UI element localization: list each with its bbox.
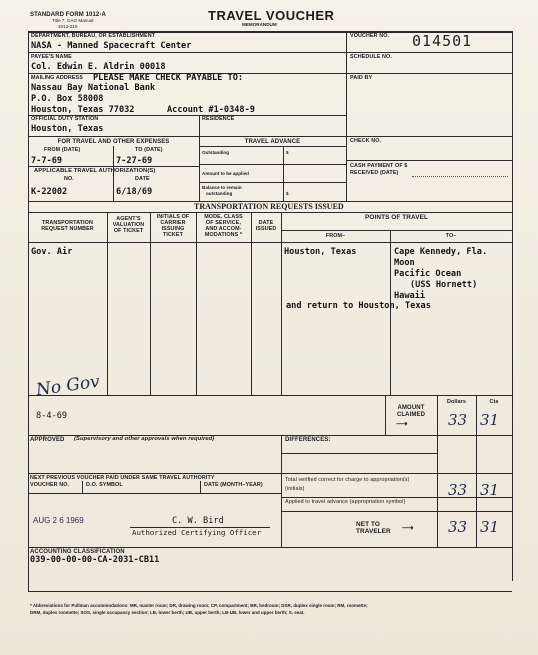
approved-label: APPROVED (30, 437, 65, 443)
transport-from: Houston, Texas (284, 247, 357, 257)
certify-title: Authorized Certifying Officer (132, 528, 262, 537)
cash-label-2: RECEIVED (DATE) (350, 170, 399, 176)
verified-label-2: (initials) (285, 486, 305, 492)
rule (28, 212, 512, 213)
duty-station-value: Houston, Texas (31, 124, 104, 134)
rule (251, 212, 252, 395)
rule (281, 511, 512, 512)
col-date-1: DATE (258, 220, 274, 226)
col-carrier-3: ISSUING (161, 226, 185, 232)
mailing-line-2: Nassau Bay National Bank (31, 83, 156, 93)
period-from-label: FROM (DATE) (44, 147, 81, 153)
transport-return: and return to Houston, Texas (286, 301, 431, 311)
rule (28, 52, 512, 53)
rule (281, 453, 437, 454)
authorization-date: 6/18/69 (116, 187, 153, 197)
paid-by-label: PAID BY (350, 75, 373, 81)
form-number: STANDARD FORM 1012-A (30, 12, 106, 18)
rule (82, 481, 83, 493)
rule (28, 493, 281, 494)
transport-title: TRANSPORTATION REQUESTS ISSUED (194, 202, 344, 211)
duty-station-label: OFFICIAL DUTY STATION (31, 116, 99, 122)
footnote-line-2: DRM, duplex roomette; SOS, single occupancy section; LB, lower berth; UB, upper berth; LB-UB, lower and upper berth; S, seat. (30, 610, 305, 615)
verified-dollars: 33 (448, 481, 468, 499)
net-label-1: NET TO (356, 521, 380, 528)
col-carrier-1: INITIALS OF (156, 214, 190, 220)
verified-cents: 31 (480, 481, 500, 499)
mailing-label: MAILING ADDRESS (31, 75, 83, 81)
col-mode-2: OF SERVICE, (205, 220, 242, 226)
verified-label-1: Total verified correct for charge to appropriation(s) (285, 477, 410, 483)
previous-symbol-label: D.O. SYMBOL (86, 482, 123, 488)
period-to: 7-27-69 (116, 156, 153, 166)
rule (281, 212, 282, 395)
authorization-no: K-22002 (31, 187, 68, 197)
form-subtitle: MEMORANDUM (242, 22, 277, 27)
cents-label: Cts (489, 399, 499, 405)
rule (476, 395, 477, 547)
net-cents: 31 (480, 518, 500, 536)
col-agent-2: VALUATION (112, 222, 145, 228)
rule (281, 435, 282, 473)
approved-note: (Supervisory and other approvals when required) (74, 436, 215, 442)
mailing-line-4: Houston, Texas 77032 (31, 105, 135, 115)
authorization-date-label: DATE (135, 176, 150, 182)
rule (150, 212, 151, 395)
differences-label: DIFFERENCES: (285, 437, 331, 443)
rule (412, 176, 508, 177)
rule (281, 473, 282, 547)
col-carrier-2: CARRIER (160, 220, 186, 226)
net-label-2: TRAVELER (356, 528, 391, 535)
net-dollars: 33 (448, 518, 468, 536)
advance-label: TRAVEL ADVANCE (244, 139, 301, 145)
payee-value: Col. Edwin E. Aldrin 00018 (31, 62, 166, 72)
form-title: TRAVEL VOUCHER (208, 8, 335, 23)
rule (437, 395, 438, 547)
amount-arrow-icon: ⟶ (396, 419, 408, 428)
rule (199, 182, 346, 183)
col-date-2: ISSUED (255, 226, 277, 232)
amount-label-1: AMOUNT (397, 405, 425, 411)
previous-label: NEXT PREVIOUS VOUCHER PAID UNDER SAME TRAVEL AUTHORITY (30, 475, 215, 481)
transport-to-3: Pacific Ocean (394, 269, 462, 279)
amount-cents: 31 (480, 411, 500, 429)
col-carrier-4: TICKET (162, 232, 184, 238)
col-agent-3: OF TICKET (113, 228, 144, 234)
rule (200, 481, 201, 493)
col-agent-1: AGENT'S (116, 216, 141, 222)
rule (107, 212, 108, 395)
date-stamp: 8-4-69 (36, 411, 68, 421)
payee-label: PAYEE'S NAME (31, 54, 72, 60)
rule-mid (346, 31, 347, 201)
net-arrow-icon: ⟶ (402, 523, 414, 532)
rule (28, 136, 512, 137)
rule (28, 547, 512, 548)
advance-balance-1: Balance to remain (202, 185, 242, 190)
accounting-value: 039-00-00-00-CA-2031-CB11 (30, 555, 160, 565)
advance-balance-2: outstanding (206, 191, 233, 196)
rule (283, 146, 284, 201)
advance-dollar-2: $ (286, 191, 289, 196)
points-from-label: FROM– (325, 233, 346, 239)
rule (28, 591, 512, 592)
col-mode-4: MODATIONS * (204, 232, 243, 238)
amount-dollars: 33 (448, 411, 468, 429)
rule (199, 146, 346, 147)
col-request-2: REQUEST NUMBER (41, 226, 94, 232)
rule (28, 242, 512, 243)
verified-applied-label: Applied to travel advance (appropriation symbol) (285, 499, 406, 505)
authorization-label: APPLICABLE TRAVEL AUTHORIZATION(S) (34, 168, 156, 174)
advance-applied: Amount to be applied (202, 171, 249, 176)
col-mode-1: MODE, CLASS (204, 214, 243, 220)
mailing-line-1: PLEASE MAKE CHECK PAYABLE TO: (93, 73, 244, 83)
form-sub-2: 1012-210 (58, 24, 78, 29)
voucher-number: 014501 (412, 32, 473, 50)
mailing-account: Account #1-0348-9 (167, 105, 255, 115)
rule (28, 166, 199, 167)
rule (281, 497, 512, 498)
check-label: CHECK NO. (350, 138, 382, 144)
transport-to-1: Cape Kennedy, Fla. (394, 247, 488, 257)
previous-voucher-label: VOUCHER NO. (30, 482, 70, 488)
advance-outstanding: Outstanding (202, 150, 230, 155)
mailing-line-3: P.O. Box 58008 (31, 94, 104, 104)
transport-to-5: Hawaii (394, 291, 426, 301)
rule-right (512, 31, 513, 581)
points-to-label: TO– (445, 233, 457, 239)
amount-label-2: CLAIMED (396, 412, 426, 418)
advance-dollar-1: $ (286, 150, 289, 155)
department-label: DEPARTMENT, BUREAU, OR ESTABLISHMENT (31, 33, 156, 39)
points-title: POINTS OF TRAVEL (365, 214, 428, 221)
period-label: FOR TRAVEL AND OTHER EXPENSES (57, 139, 170, 145)
transport-to-4: (USS Hornett) (410, 280, 478, 290)
rule (28, 473, 512, 474)
rule (390, 230, 391, 395)
cash-label-1: CASH PAYMENT OF $ (350, 163, 408, 169)
period-from: 7-7-69 (31, 156, 63, 166)
voucher-label: VOUCHER NO. (350, 33, 390, 39)
handwritten-initials: No Gov (34, 371, 101, 401)
rule (281, 230, 512, 231)
authorization-no-label: NO. (64, 176, 74, 182)
rule (28, 395, 512, 396)
transport-request: Gov. Air (31, 247, 73, 257)
certify-date-stamp: AUG 2 6 1969 (33, 516, 84, 525)
rule (199, 164, 346, 165)
transport-to-2: Moon (394, 258, 415, 268)
form-sub-1: Title 7, GAO Manual (52, 18, 94, 23)
residence-label: RESIDENCE (202, 116, 235, 122)
col-request-1: TRANSPORTATION (42, 220, 93, 226)
rule (346, 160, 512, 161)
department-value: NASA - Manned Spacecraft Center (31, 41, 192, 51)
rule (199, 115, 200, 136)
rule (196, 212, 197, 395)
previous-date-label: DATE (MONTH–YEAR) (204, 482, 263, 488)
schedule-label: SCHEDULE NO. (350, 54, 392, 60)
certify-name: C. W. Bird (172, 516, 224, 526)
col-mode-3: AND ACCOM- (205, 226, 242, 232)
period-to-label: TO (DATE) (135, 147, 163, 153)
accounting-label: ACCOUNTING CLASSIFICATION (30, 549, 125, 555)
footnote-line-1: * Abbreviations for Pullman accommodations: MR, master room; DR, drawing room; CP, compartment; BR, bedroom; DSR, duplex single room; RM, roomette; (30, 603, 368, 608)
dollars-label: Dollars (447, 399, 466, 405)
